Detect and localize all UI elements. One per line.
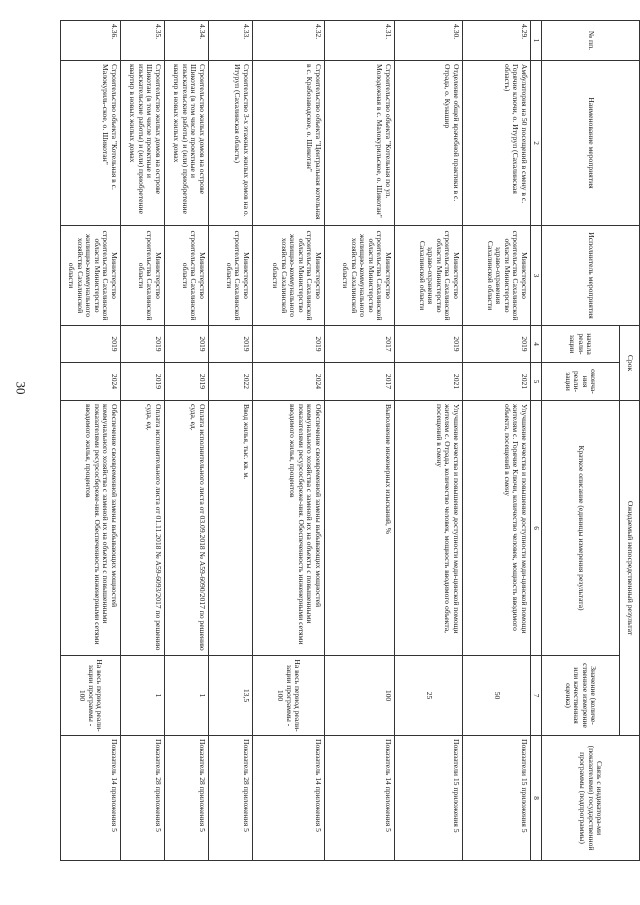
- row-name: Строительство объекта "Котельная по ул. Молодежная в с. Малокурильское, о. Шикотан": [324, 61, 394, 226]
- row-executor: Министерство строительства Сахалинской области Министерство здраво-охранения Сахалинской области: [394, 226, 462, 326]
- row-executor: Министерство строительства Сахалинской области Министерство жилищно-коммунального хозяйства Сахалинской области: [252, 226, 324, 326]
- row-num: 4.35.: [120, 21, 164, 61]
- row-start: 2019: [120, 326, 164, 363]
- header-link: Связь с индикатора-ми (показателями) государственной программы (подпрограммы): [542, 736, 640, 861]
- header-result-desc: Краткое описание (единицы измерения результата): [542, 401, 620, 656]
- column-index: 2: [530, 61, 541, 226]
- row-value: 25: [394, 656, 462, 736]
- table-row: [252, 21, 324, 861]
- column-index: 6: [530, 401, 541, 656]
- row-desc: Улучшение качества и повышение доступности меди-цинской помощи жителям с. Отрада, количество человек, мощность вводимого объекта, посещений в смену: [394, 401, 462, 656]
- table-row: [324, 21, 394, 861]
- row-end: 2021: [394, 363, 462, 401]
- column-index: 3: [530, 226, 541, 326]
- row-num: 4.30.: [394, 21, 462, 61]
- row-end: 2017: [324, 363, 394, 401]
- row-value: 13,5: [208, 656, 252, 736]
- row-desc: Улучшение качества и повышение доступности меди-цинской помощи жителям с. Горячие Ключи, количество человек, мощность вводимого объекта, посещений в смену: [462, 401, 530, 656]
- header-term: Срок: [620, 326, 640, 401]
- row-name: Отделение общей врачебной практики в с. Отрада, о. Кунашир: [394, 61, 462, 226]
- table-container: [67, 20, 640, 860]
- header-num: № пп.: [542, 21, 640, 61]
- row-executor: Министерство строительства Сахалинской области: [208, 226, 252, 326]
- page-number: [0, 368, 40, 408]
- row-value: 1: [120, 656, 164, 736]
- table-row: [394, 21, 462, 861]
- column-index: 4: [530, 326, 541, 363]
- row-name: Амбулатория на 50 посещений в смену в с. Горячие ключи, о. Итуруп (Сахалинская область): [462, 61, 530, 226]
- row-link: Показатель 14 приложения 5: [60, 736, 120, 861]
- row-link: Показатель 14 приложения 5: [324, 736, 394, 861]
- column-index: 1: [530, 21, 541, 61]
- row-link: Показатели 15 приложения 5: [394, 736, 462, 861]
- row-start: 2019: [208, 326, 252, 363]
- row-desc: Оплата исполнительного листа от 03.09.2018 № А59-6090/2017 по решению суда, ед.: [164, 401, 208, 656]
- row-link: Показатель 28 приложения 5: [120, 736, 164, 861]
- header-term-start: начала реали-зации: [542, 326, 620, 363]
- row-desc: Ввод жилья, тыс. кв. м.: [208, 401, 252, 656]
- table-row: [164, 21, 208, 861]
- row-value: На весь период реали-зации программы - 100: [252, 656, 324, 736]
- row-end: 2021: [462, 363, 530, 401]
- row-desc: Оплата исполнительного листа от 01.11.2018 № А59-6093/2017 по решению суда, ед.: [120, 401, 164, 656]
- row-name: Строительство жилых домов на острове Шикотан (в том числе проектные и изыскательские работы) и (или) приобретение квартир в новых жилых домах: [120, 61, 164, 226]
- column-index: 8: [530, 736, 541, 861]
- row-start: 2019: [394, 326, 462, 363]
- row-end: 2022: [208, 363, 252, 401]
- row-num: 4.34.: [164, 21, 208, 61]
- row-value: На весь период реали-зации программы - 100: [60, 656, 120, 736]
- row-name: Строительство 3-х этажных жилых домов на о. Итуруп (Сахалинская область): [208, 61, 252, 226]
- row-num: 4.32.: [252, 21, 324, 61]
- table-row: [462, 21, 530, 861]
- row-executor: Министерство строительства Сахалинской области Министерство жилищно-коммунального хозяйства Сахалинской области: [324, 226, 394, 326]
- row-start: 2019: [252, 326, 324, 363]
- row-end: 2024: [252, 363, 324, 401]
- row-value: 50: [462, 656, 530, 736]
- row-start: 2017: [324, 326, 394, 363]
- table-row: [60, 21, 120, 861]
- row-executor: Министерство строительства Сахалинской области: [164, 226, 208, 326]
- row-end: 2019: [120, 363, 164, 401]
- row-link: Показатель 28 приложения 5: [164, 736, 208, 861]
- column-index: 7: [530, 656, 541, 736]
- row-link: Показатель 14 приложения 5: [252, 736, 324, 861]
- table-row: [208, 21, 252, 861]
- header-term-end: оконча-ния реали-зации: [542, 363, 620, 401]
- row-executor: Министерство строительства Сахалинской области: [120, 226, 164, 326]
- row-num: 4.29.: [462, 21, 530, 61]
- column-index-row: [530, 21, 541, 861]
- row-value: 1: [164, 656, 208, 736]
- header-result: Ожидаемый непосредственный результат: [620, 401, 640, 736]
- row-link: Показатель 28 приложения 5: [208, 736, 252, 861]
- column-index: 5: [530, 363, 541, 401]
- row-num: 4.33.: [208, 21, 252, 61]
- row-desc: Обеспечение своевременной замены выбывающих мощностей коммунального хозяйства с заменой их на объекты с повышенными показателями ресурсосбереже-ния. Обеспеченность инженерными сетями вводимого жилья, процентов: [252, 401, 324, 656]
- row-start: 2019: [462, 326, 530, 363]
- row-end: 2019: [164, 363, 208, 401]
- row-name: Строительство объекта "Котельная в с. Малокуриль-ское, о. Шикотан": [60, 61, 120, 226]
- row-name: Строительство объекта "Центральная котельная в с. Крабозаводское, о. Шикотан": [252, 61, 324, 226]
- rotated-page: [67, 20, 640, 880]
- header-name: Наименование мероприятия: [542, 61, 640, 226]
- measures-table: [60, 20, 640, 861]
- row-executor: Министерство строительства Сахалинской области Министерство жилищно-коммунального хозяйства Сахалинской области: [60, 226, 120, 326]
- row-start: 2019: [164, 326, 208, 363]
- row-value: 100: [324, 656, 394, 736]
- table-row: [120, 21, 164, 861]
- row-name: Строительство жилых домов на острове Шикотан (в том числе проектные и изыскательские работы) и (или) приобретение квартир в новых жилых домах: [164, 61, 208, 226]
- row-num: 4.31.: [324, 21, 394, 61]
- row-executor: Министерство строительства Сахалинской области Министерство здраво-охранения Сахалинской области: [462, 226, 530, 326]
- row-start: 2019: [60, 326, 120, 363]
- header-executor: Исполнитель мероприятия: [542, 226, 640, 326]
- row-link: Показатели 15 приложения 5: [462, 736, 530, 861]
- header-result-value: Значение (количе-ственное измерение или качественная оценка): [542, 656, 620, 736]
- row-num: 4.36.: [60, 21, 120, 61]
- page-number-text: 30: [13, 381, 28, 395]
- row-desc: Обеспечение своевременной замены выбывающих мощностей коммунального хозяйства с заменой их на объекты с повышенными показателями ресурсосбереже-ния. Обеспеченность инженерными сетями вводимого жилья, процентов: [60, 401, 120, 656]
- row-desc: Выполнение инженерных изысканий, %: [324, 401, 394, 656]
- header-row-1: [620, 21, 640, 861]
- row-end: 2024: [60, 363, 120, 401]
